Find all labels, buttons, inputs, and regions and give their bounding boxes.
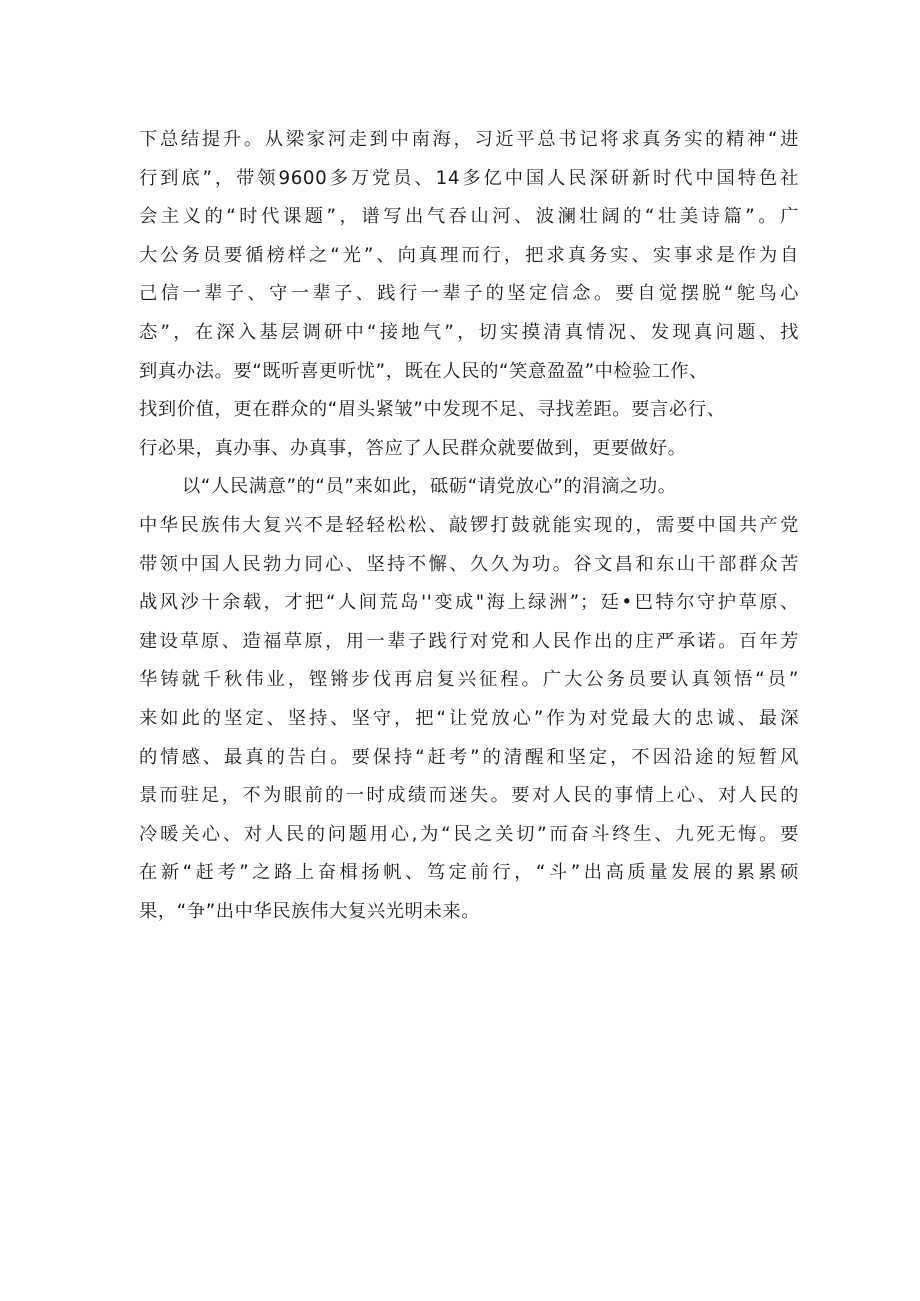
text-line: 果，“争”出中华民族伟大复兴光明未来。 <box>139 900 481 922</box>
text-line: 以“人民满意”的“员”来如此，砥砺“请党放心”的涓滴之功。 <box>182 476 677 498</box>
text-line: 会主义的“时代课题”，谱写出气吞山河、波澜壮阔的“壮美诗篇”。广 <box>139 206 799 228</box>
text-line: 态”，在深入基层调研中“接地气”，切实摸清真情况、发现真问题、找 <box>139 321 799 343</box>
text-line: 行必果，真办事、办真事，答应了人民群众就要做到，更要做好。 <box>139 437 687 459</box>
paragraph-2 <box>139 468 799 931</box>
text-line: 在新“赶考”之路上奋楫扬帆、笃定前行，“斗”出高质量发展的累累硕 <box>139 862 799 884</box>
text-line: 冷暖关心、对人民的问题用心,为“民之关切”而奋斗终生、九死无悔。要 <box>139 823 799 845</box>
text-line: 行到底”，带领9600多万党员、14多亿中国人民深研新时代中国特色社 <box>139 167 799 189</box>
text-line: 找到价值，更在群众的“眉头紧皱”中发现不足、寻找差距。要言必行、 <box>139 399 726 421</box>
text-line: 建设草原、造福草原，用一辈子践行对党和人民作出的庄严承诺。百年芳 <box>139 630 799 652</box>
text-line: 下总结提升。从梁家河走到中南海，习近平总书记将求真务实的精神“进 <box>139 129 799 150</box>
text-line: 己信一辈子、守一辈子、践行一辈子的坚定信念。要自觉摆脱“鸵鸟心 <box>139 283 799 305</box>
text-line: 来如此的坚定、坚持、坚守，把“让党放心”作为对党最大的忠诚、最深 <box>139 707 799 729</box>
text-line: 的情感、最真的告白。要保持“赶考”的清醒和坚定，不因沿途的短暂风 <box>139 746 799 768</box>
text-line: 战风沙十余载，才把“人间荒岛''变成"海上绿洲”；廷•巴特尔守护草原、 <box>139 592 799 614</box>
text-line: 景而驻足，不为眼前的一时成绩而迷失。要对人民的事情上心、对人民的 <box>139 785 799 807</box>
text-line: 大公务员要循榜样之“光”、向真理而行，把求真务实、实事求是作为自 <box>139 244 799 266</box>
text-line: 华铸就千秋伟业，铿锵步伐再启复兴征程。广大公务员要认真领悟“员” <box>139 669 799 691</box>
paragraph-1 <box>139 121 799 468</box>
text-line: 带领中国人民勃力同心、坚持不懈、久久为功。谷文昌和东山干部群众苦 <box>139 553 799 575</box>
text-line: 中华民族伟大复兴不是轻轻松松、敲锣打鼓就能实现的，需要中国共产党 <box>139 514 799 536</box>
body-text <box>139 121 799 931</box>
text-line: 到真办法。要“既听喜更听忧”，既在人民的“笑意盈盈”中检验工作、 <box>139 360 708 382</box>
